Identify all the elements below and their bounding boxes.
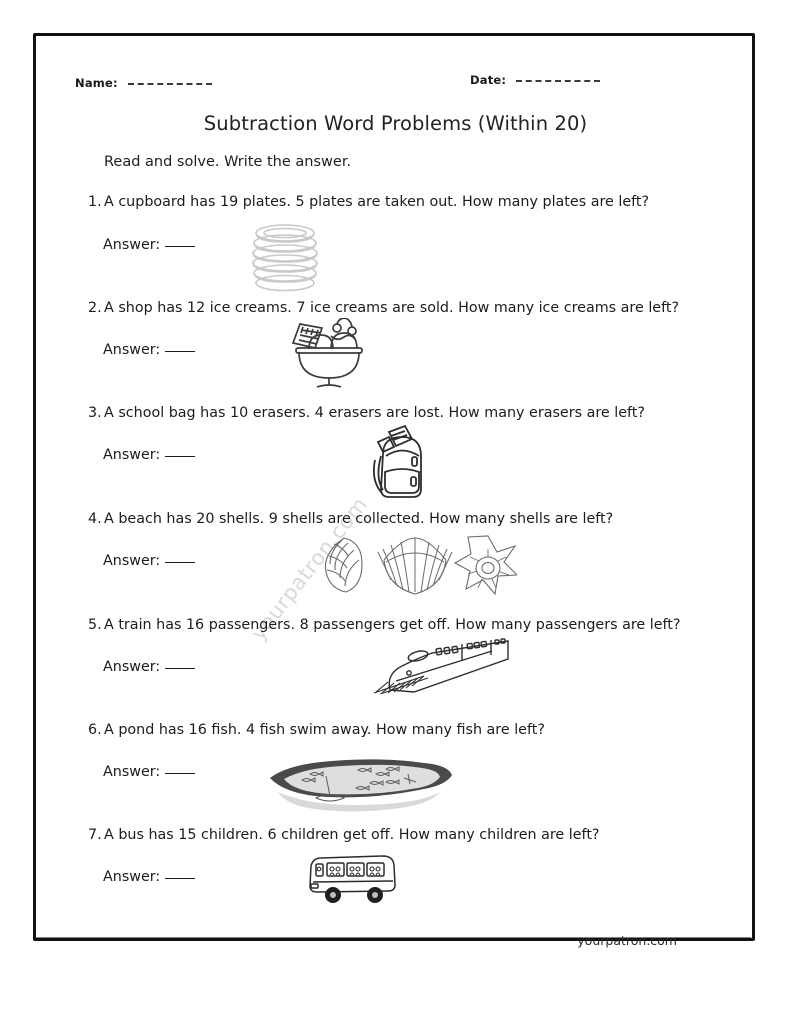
question-line — [88, 827, 600, 843]
answer-field[interactable] — [103, 237, 195, 253]
answer-blank[interactable] — [165, 667, 195, 669]
question-text: A train has 16 passengers. 8 passengers get off. How many passengers are left? — [104, 617, 681, 633]
date-field[interactable] — [470, 73, 600, 87]
question-text: A pond has 16 fish. 4 fish swim away. How many fish are left? — [104, 722, 545, 738]
footer-site-label: yourpatron.com — [577, 933, 677, 948]
answer-label: Answer: — [103, 869, 161, 885]
answer-label: Answer: — [103, 659, 161, 675]
backpack-illustration — [365, 424, 435, 504]
instructions-text: Read and solve. Write the answer. — [104, 154, 352, 170]
answer-blank[interactable] — [165, 455, 195, 457]
answer-blank[interactable] — [165, 561, 195, 563]
question-number: 2. — [88, 300, 102, 316]
page-title: Subtraction Word Problems (Within 20) — [203, 112, 588, 135]
question-text: A shop has 12 ice creams. 7 ice creams are sold. How many ice creams are left? — [104, 300, 680, 316]
question-number: 6. — [88, 722, 102, 738]
question-number: 1. — [88, 194, 102, 210]
name-input-blank[interactable] — [128, 82, 212, 85]
footer — [0, 930, 722, 949]
stack-of-plates-illustration — [235, 222, 335, 298]
name-field[interactable] — [75, 76, 212, 90]
question-line — [88, 300, 679, 316]
date-input-blank[interactable] — [516, 79, 600, 82]
question-line — [88, 511, 613, 527]
ice-cream-sundae-illustration — [287, 318, 371, 394]
seashells-illustration — [312, 534, 517, 600]
question-text: A bus has 15 children. 6 children get off. How many children are left? — [104, 827, 600, 843]
answer-blank[interactable] — [165, 772, 195, 774]
date-label: Date: — [470, 73, 507, 87]
answer-blank[interactable] — [165, 245, 195, 247]
school-bus-illustration — [305, 852, 403, 910]
header-row — [33, 33, 755, 103]
question-number: 7. — [88, 827, 102, 843]
question-line — [88, 617, 681, 633]
answer-field[interactable] — [103, 553, 195, 569]
question-line — [88, 194, 649, 210]
answer-field[interactable] — [103, 659, 195, 675]
answer-field[interactable] — [103, 764, 195, 780]
answer-label: Answer: — [103, 342, 161, 358]
question-text: A beach has 20 shells. 9 shells are collected. How many shells are left? — [104, 511, 614, 527]
watermark: yourpatron.com — [246, 492, 373, 645]
answer-blank[interactable] — [165, 350, 195, 352]
answer-label: Answer: — [103, 553, 161, 569]
question-number: 5. — [88, 617, 102, 633]
answer-field[interactable] — [103, 447, 195, 463]
question-line — [88, 722, 545, 738]
answer-label: Answer: — [103, 764, 161, 780]
answer-label: Answer: — [103, 237, 161, 253]
pond-with-fish-illustration — [258, 752, 458, 818]
question-number: 3. — [88, 405, 102, 421]
answer-blank[interactable] — [165, 877, 195, 879]
question-line — [88, 405, 645, 421]
train-illustration — [372, 636, 510, 698]
answer-label: Answer: — [103, 447, 161, 463]
question-text: A cupboard has 19 plates. 5 plates are taken out. How many plates are left? — [104, 194, 650, 210]
answer-field[interactable] — [103, 869, 195, 885]
question-text: A school bag has 10 erasers. 4 erasers are lost. How many erasers are left? — [104, 405, 645, 421]
name-label: Name: — [75, 76, 118, 90]
answer-field[interactable] — [103, 342, 195, 358]
question-number: 4. — [88, 511, 102, 527]
